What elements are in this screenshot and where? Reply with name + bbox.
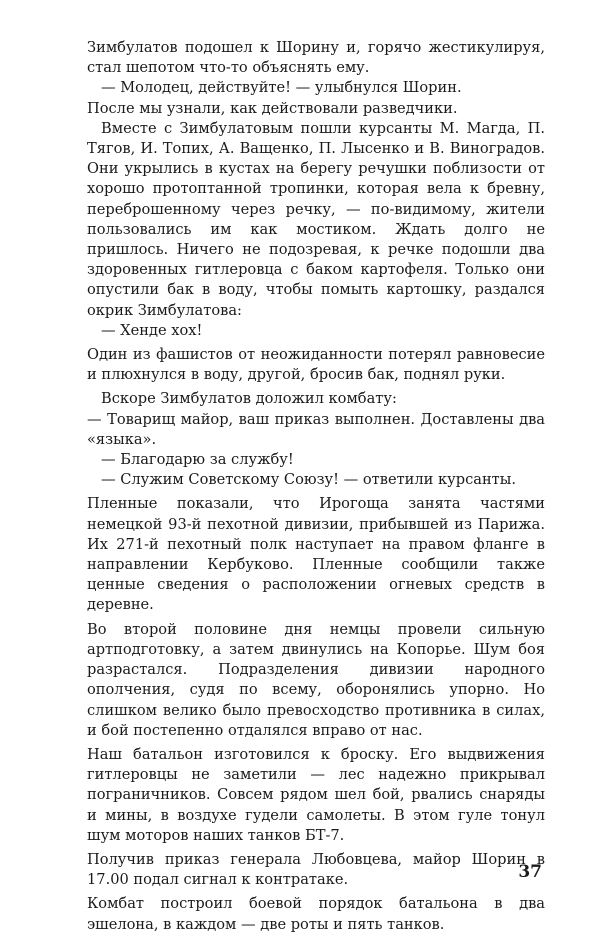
page-number: 37 (518, 862, 542, 882)
paragraph: После мы узнали, как действовали разведчики. (87, 99, 458, 117)
paragraph: — Благодарю за службу! (101, 451, 294, 469)
paragraph: — Товарищ майор, ваш приказ выполнен. Доставлены два «языка». (87, 410, 545, 448)
paragraph: Вместе с Зимбулатовым пошли курсанты М. Магда, П. Тягов, И. Топих, А. Ващенко, П. Лысенко и В. Виноградов. Они укрылись в кустах на берегу речушки поблизости от хорошо протоптанной тропинки, которая вела к бревну, переброшенному через речку, — по-видимому, жители пользовались им как мостиком. Ждать долго не пришлось. Ничего не подозревая, к речке подошли два здоровенных гитлеровца с баком картофеля. Только они опустили бак в воду, чтобы помыть картошку, раздался окрик Зимбулатова: (87, 119, 545, 319)
paragraph: Зимбулатов подошел к Шорину и, горячо жестикулируя, стал шепотом что-то объяснять ему. (87, 39, 545, 77)
paragraph: Наш батальон изготовился к броску. Его выдвижения гитлеровцы не заметили — лес надежно прикрывал пограничников. Совсем рядом шел бой, рвались снаряды и мины, в воздухе гудели самолеты. В этом гуле тонул шум моторов наших танков БТ-7. (87, 745, 545, 844)
paragraph: — Служим Советскому Союзу! — ответили курсанты. (101, 471, 517, 489)
paragraph: Во второй половине дня немцы провели сильную артподготовку, а затем двинулись на Копорье. Шум боя разрастался. Подразделения дивизии народного ополчения, судя по всему, оборонялись упорно. Но слишком велико было превосходство противника в силах, и бой постепенно отдалялся вправо от нас. (87, 620, 545, 739)
paragraph: Один из фашистов от неожиданности потерял равновесие и плюхнулся в воду, другой, бросив бак, поднял руки. (87, 346, 545, 384)
paragraph: — Молодец, действуйте! — улыбнулся Шорин. (101, 79, 462, 97)
paragraph: Вскоре Зимбулатов доложил комбату: (101, 390, 397, 408)
paragraph: Комбат построил боевой порядок батальона в два эшелона, в каждом — две роты и пять танков. (87, 895, 545, 933)
paragraph: — Хенде хох! (101, 321, 203, 339)
paragraph: Пленные показали, что Ирогоща занята частями немецкой 93-й пехотной дивизии, прибывшей из Парижа. Их 271-й пехотный полк наступает на правом фланге в направлении Кербуково. Пленные сообщили также ценные сведения о расположении огневых средств в деревне. (87, 495, 545, 614)
paragraph: Получив приказ генерала Любовцева, майор Шорин в 17.00 подал сигнал к контратаке. (87, 850, 545, 889)
page-body (87, 38, 545, 935)
